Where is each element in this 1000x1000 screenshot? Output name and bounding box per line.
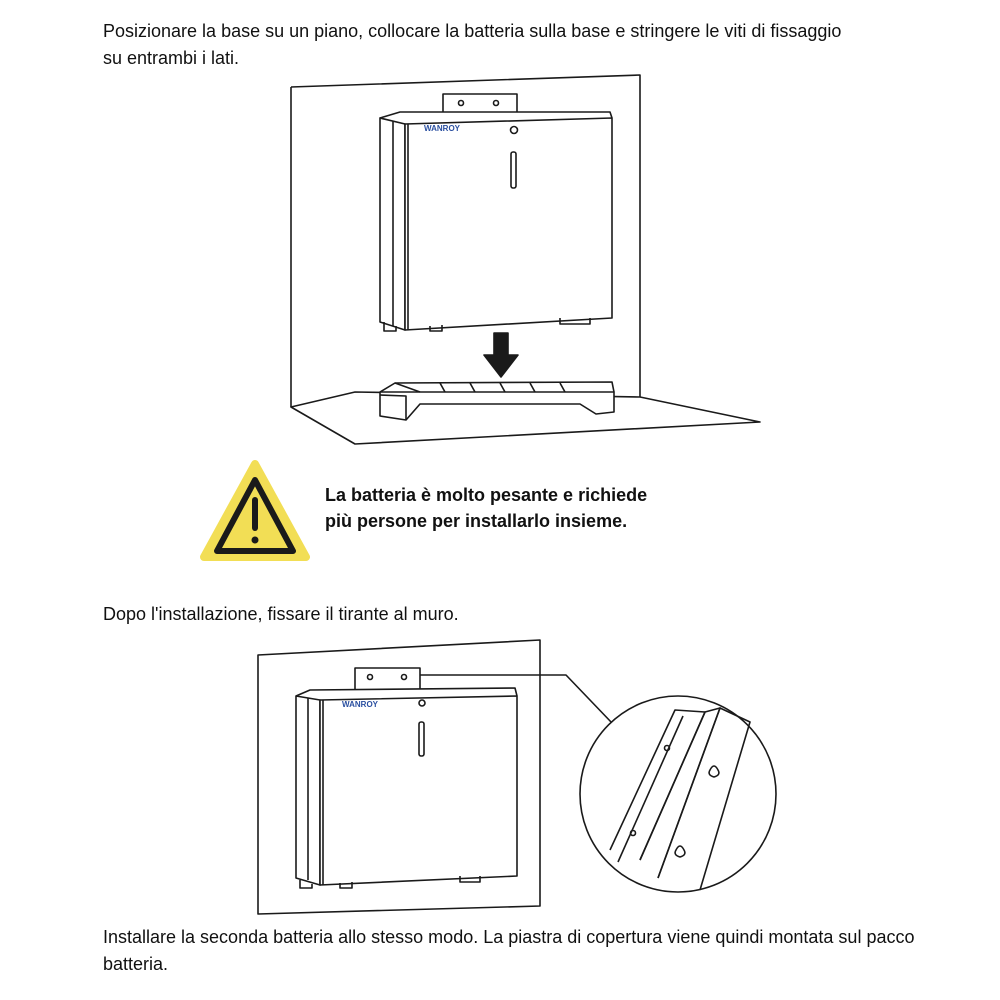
- step2-text: Dopo l'installazione, fissare il tirante al muro.: [103, 604, 459, 624]
- warning-line-1: La batteria è molto pesante e richiede: [325, 485, 648, 505]
- brand-label-top: WANROY: [424, 124, 460, 133]
- warning-line-2: più persone per installarlo insieme.: [325, 511, 628, 531]
- step3-text: Installare la seconda batteria allo stesso modo. La piastra di copertura viene quindi montata sul pacco batteria.: [103, 927, 915, 974]
- step1-text: Posizionare la base su un piano, collocare la batteria sulla base e stringere le viti di fissaggio su entrambi i lati.: [103, 21, 842, 68]
- brand-label-bottom: WANROY: [342, 700, 378, 709]
